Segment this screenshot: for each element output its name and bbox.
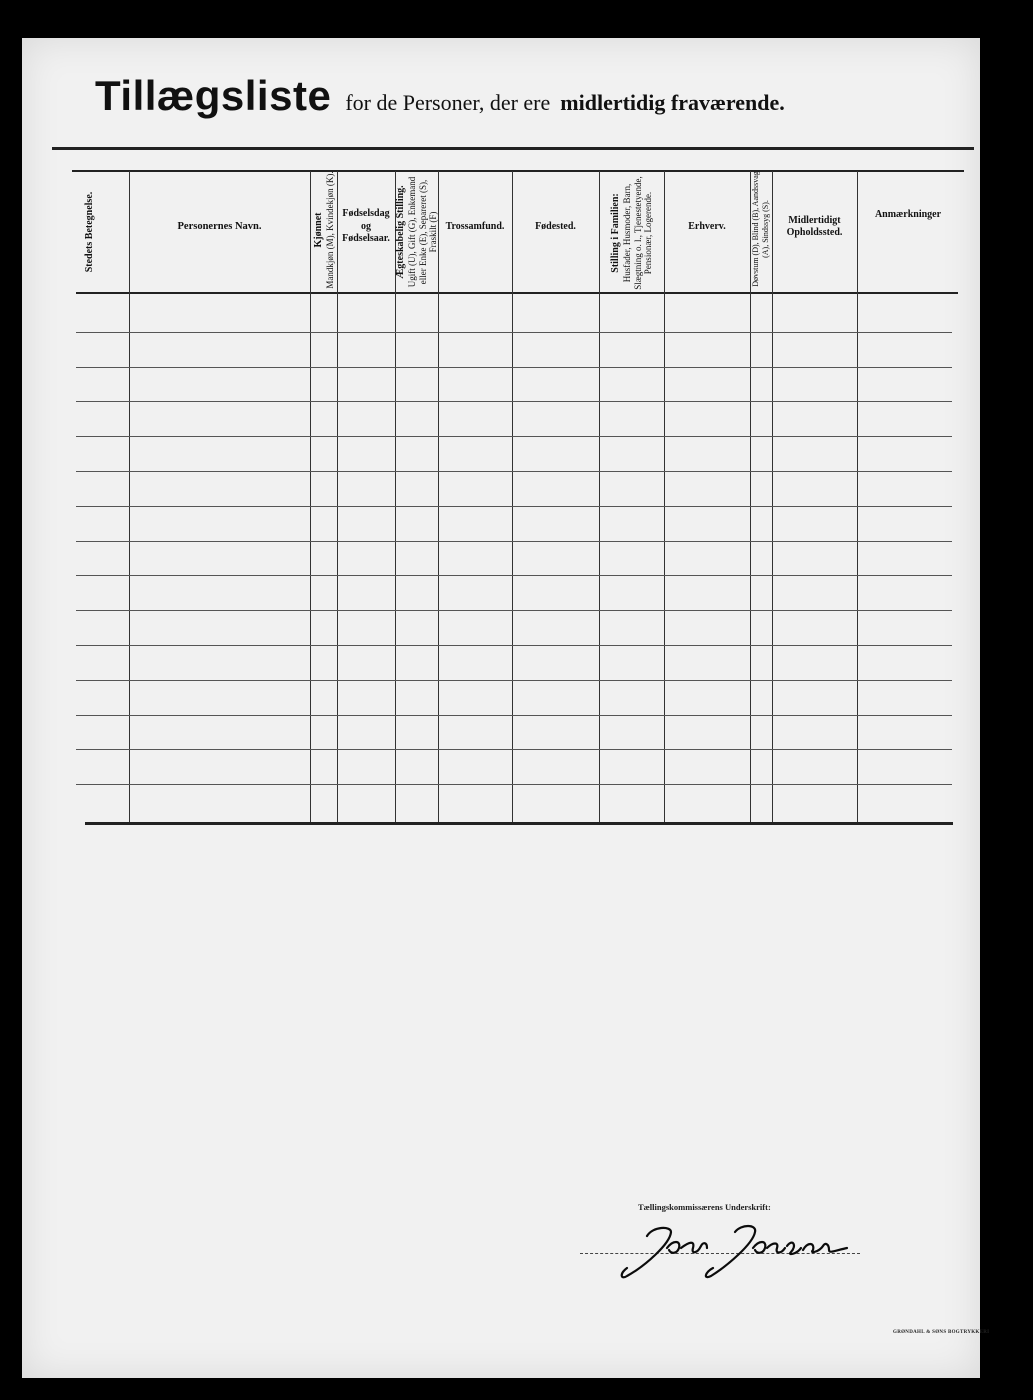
table-row-line <box>76 680 952 681</box>
header-stedets-betegnelse: Stedets Betegnelse. <box>84 191 95 273</box>
header-fodested: Fødested. <box>535 220 576 232</box>
table-row-line <box>76 645 952 646</box>
header-kjonnet: Kjønnet Mandkjøn (M), Kvindekjøn (K). <box>312 171 335 289</box>
col-divider-3 <box>337 171 338 822</box>
table-row-line <box>76 436 952 437</box>
col-divider-8 <box>664 171 665 822</box>
header-aegteskabelig-stilling: Ægteskabelig Stilling. Ugift (U), Gift (G), Enkemand eller Enke (E), Separeret (S), Fraskilt (F) <box>394 176 439 288</box>
title-main: Tillægsliste <box>95 72 332 119</box>
printer-imprint: GRØNDAHL & SØNS BOGTRYKKERI <box>893 1330 990 1335</box>
table-row-line <box>76 401 952 402</box>
table-row-line <box>76 506 952 507</box>
table-top-rule <box>52 147 974 150</box>
header-top-rule <box>72 170 964 172</box>
col-divider-11 <box>857 171 858 822</box>
header-fodselsdag: Fødselsdag og Fødselsaar. <box>342 208 390 245</box>
table-row-line <box>76 332 952 333</box>
table-row-line <box>76 541 952 542</box>
header-erhverv: Erhverv. <box>688 220 726 232</box>
table-row-line <box>76 784 952 785</box>
col-divider-10 <box>772 171 773 822</box>
census-table <box>52 127 974 827</box>
col-divider-1 <box>129 171 130 822</box>
table-row-line <box>76 749 952 750</box>
header-bottom-rule <box>76 292 958 294</box>
table-bottom-rule <box>85 822 953 825</box>
header-sygdom: Døvstum (D), Blind (B), Aandssvag (A), Sindssyg (S). <box>751 171 770 287</box>
header-personernes-navn: Personernes Navn. <box>177 221 262 233</box>
header-anmaerkninger: Anmærkninger <box>874 208 942 220</box>
signature-label: Tællingskommissærens Underskrift: <box>638 1202 771 1212</box>
table-row-line <box>76 575 952 576</box>
table-row-line <box>76 471 952 472</box>
col-divider-6 <box>512 171 513 822</box>
header-opholdssted: Midlertidigt Opholdssted. <box>786 214 843 238</box>
header-trossamfund: Trossamfund. <box>445 220 505 232</box>
table-row-line <box>76 367 952 368</box>
header-stilling-familien: Stilling i Familien: Husfader, Husmoder, Barn, Slægtning o. l., Tjenestetyende, Pensionær, Logerende. <box>609 176 654 290</box>
title-middle: for de Personer, der ere <box>345 90 551 115</box>
col-divider-7 <box>599 171 600 822</box>
table-row-line <box>76 715 952 716</box>
form-title <box>95 72 915 120</box>
handwritten-signature <box>575 1196 875 1286</box>
signature-block <box>575 1196 875 1296</box>
title-end: midlertidig fraværende. <box>560 90 785 115</box>
table-row-line <box>76 610 952 611</box>
